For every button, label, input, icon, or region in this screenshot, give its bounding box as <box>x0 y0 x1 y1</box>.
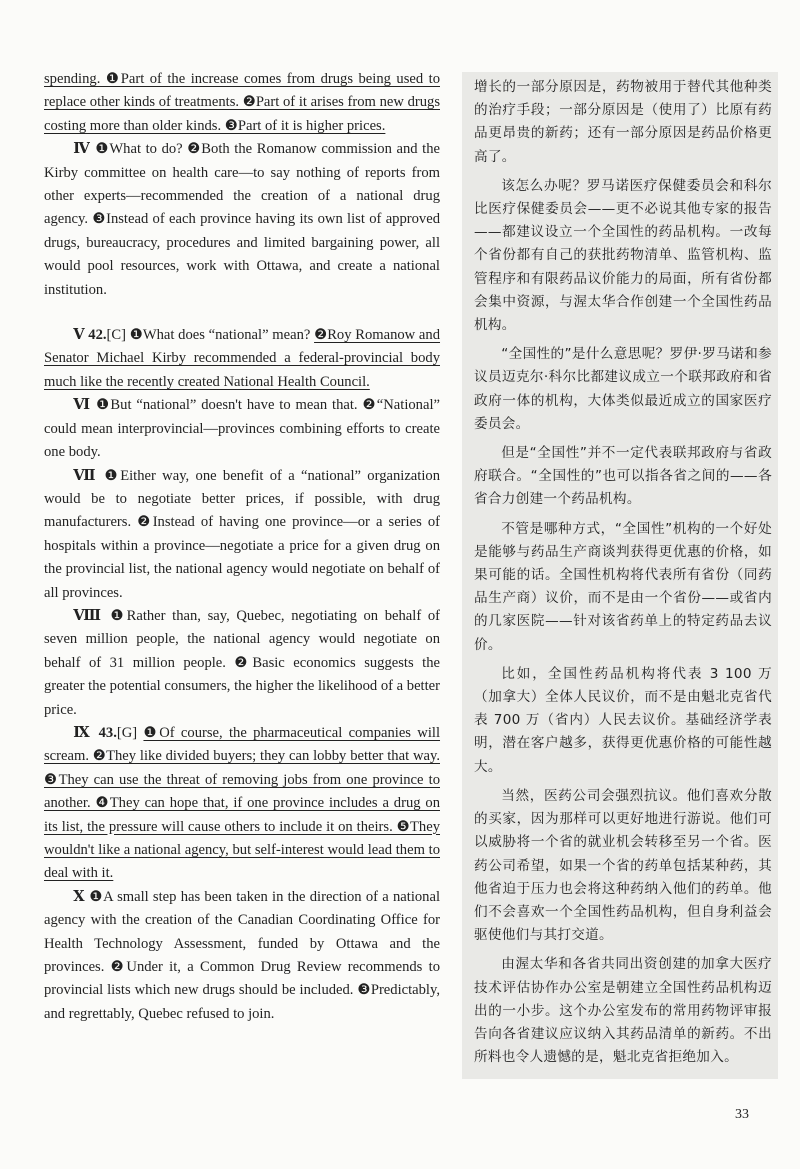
paragraph-6 <box>44 394 440 464</box>
chinese-translation-column <box>462 72 778 1079</box>
translation-paragraph: 由渥太华和各省共同出资创建的加拿大医疗技术评估协作办公室是朝建立全国性药品机构迈出的一小步。这个办公室发布的常用药物评审报告向各省建议应议纳入其药品清单的新药。不出所料也令人遗憾的是，魁北克省拒绝加入。 <box>474 956 772 1066</box>
paragraph-5 <box>44 324 440 394</box>
paragraph-number: Ⅵ <box>73 397 92 414</box>
paragraph-number: Ⅶ <box>73 467 99 484</box>
spacer <box>44 302 440 324</box>
paragraph-number: Ⅳ <box>73 141 91 158</box>
paragraph-9 <box>44 722 440 886</box>
translation-paragraph: 比如，全国性药品机构将代表 3 100 万（加拿大）全体人民议价，而不是由魁北克省代表 700 万（省内）人民去议价。基础经济学表明，潜在客户越多，获得更优惠价格的可能性越大。 <box>474 665 772 775</box>
underlined-text: spending. ❶Part of the increase comes from drugs being used to replace other kinds of treatments. ❷Part of it arises from new drugs costing more than older kinds. ❸Part of it is higher prices. <box>44 71 440 134</box>
answer-tag: [G] <box>116 724 138 741</box>
paragraph-text: ❶Rather than, say, Quebec, negotiating on behalf of seven million people, the national agency would negotiate on behalf of 31 million people. ❷Basic economics suggests the greater the potential consumers, the higher the likelihood of a better price. <box>44 607 440 718</box>
paragraph-text: ❶What does “national” mean? <box>129 327 315 344</box>
paragraph-3-end <box>44 68 440 138</box>
translation-paragraph: 不管是哪种方式，“全国性”机构的一个好处是能够与药品生产商谈判获得更优惠的价格，如果可能的话。全国性机构将代表所有省份（同药品生产商）议价，而不是由一个省份——或省内的几家医院——针对该省药单上的特定药品去议价。 <box>474 520 772 653</box>
translation-paragraph: 该怎么办呢？罗马诺医疗保健委员会和科尔比医疗保健委员会——更不必说其他专家的报告——都建议设立一个全国性的药品机构。一改每个省份都有自己的获批药物清单、监管机构、监管程序和有限药品议价能力的局面，所有省份都会集中资源，与渥太华合作创建一个全国性药品机构。 <box>474 177 772 334</box>
paragraph-number: Ⅴ 42. <box>73 327 107 344</box>
paragraph-text: ❶A small step has been taken in the direction of a national agency with the creation of the Canadian Coordinating Office for Health Technology Assessment, funded by Ottawa and the provinces. ❷Under it, a Common Drug Review recommends to provincial lists which new drugs should be included. ❸Predictably, and regrettably, Quebec refused to join. <box>44 888 441 1022</box>
paragraph-number: Ⅸ 43. <box>73 724 117 741</box>
translation-paragraph: 当然，医药公司会强烈抗议。他们喜欢分散的买家，因为那样可以更好地进行游说。他们可以威胁将一个省的就业机会转移至另一个省。医药公司希望，如果一个省的药单包括某种药，其他省迫于压力也会将这种药纳入他们的药单。他们不会喜欢一个全国性药品机构，但自身利益会驱使他们与其打交道。 <box>474 787 772 944</box>
paragraph-text: ❶But “national” doesn't have to mean that. ❷“National” could mean interprovincial—provinces combining efforts to create one body. <box>44 397 440 461</box>
answer-tag: [C] <box>106 327 126 344</box>
paragraph-8 <box>44 605 440 722</box>
paragraph-number: Ⅹ <box>73 888 86 905</box>
paragraph-4 <box>44 138 440 302</box>
underlined-text: ❷Roy Romanow and Senator Michael Kirby recommended a federal-provincial body much like the recently created National Health Council. <box>44 327 441 390</box>
paragraph-number: Ⅷ <box>73 607 104 624</box>
paragraph-text: ❶Either way, one benefit of a “national” organization would be to negotiate better prices, if possible, with drug manufacturers. ❷Instead of having one province—or a series of hospitals within a province—negotiate a price for a given drug on the provincial list, the national agency would negotiate on behalf of all provinces. <box>44 467 440 601</box>
paragraph-7 <box>44 465 440 605</box>
underlined-text: ❶Of course, the pharmaceutical companies will scream. ❷They like divided buyers; they can lobby better that way. ❸They can use the threat of removing jobs from one province to another. ❹They can hope that, if one province includes a drug on its list, the pressure will cause others to include it on theirs. ❺They wouldn't like a national agency, but self-interest would lead them to deal with it. <box>44 724 441 882</box>
paragraph-text: ❶What to do? ❷Both the Romanow commission and the Kirby committee on health care—to say nothing of reports from other experts—recommended the creation of a national drug agency. ❸Instead of each province having its own list of approved drugs, bureaucracy, procedures and limited bargaining power, all would pool resources, work with Ottawa, and create a national institution. <box>44 141 441 298</box>
translation-paragraph: “全国性的”是什么意思呢？罗伊·罗马诺和参议员迈克尔·科尔比都建议成立一个联邦政府和省政府一体的机构，大体类似最近成立的国家医疗委员会。 <box>474 346 772 432</box>
page-number: 33 <box>735 1107 749 1122</box>
translation-paragraph: 但是“全国性”并不一定代表联邦政府与省政府联合。“全国性的”也可以指各省之间的——各省合力创建一个药品机构。 <box>474 445 772 508</box>
paragraph-10 <box>44 886 440 1026</box>
translation-paragraph: 增长的一部分原因是，药物被用于替代其他种类的治疗手段；一部分原因是（使用了）比原有药品更昂贵的新药；还有一部分原因是药品价格更高了。 <box>474 79 772 165</box>
english-column <box>44 68 440 1026</box>
